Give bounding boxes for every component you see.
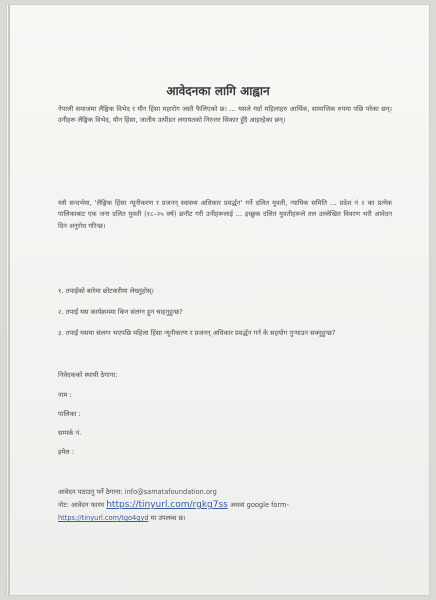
document-title: आवेदनका लागि आह्वान — [166, 84, 270, 98]
question-1: १. तपाईंको बारेमा छोटकरीमा लेख्नुहोस्। — [58, 287, 154, 295]
email-field-label: इमेल : — [58, 448, 74, 456]
question-3: ३. तपाईं यसमा संलग्न भएपछि महिला हिंसा न्यूनीकरण र प्रजनन् अधिकार प्रवर्द्धन गर्न के सहयोग पुऱ्याउन सक्नुहुन्छ? — [58, 329, 336, 337]
send-label: आवेदन पठाउनु पर्ने ठेगाना: — [58, 488, 123, 496]
questions-list — [58, 286, 392, 349]
form-link-1[interactable]: https://tinyurl.com/rgkg7ss — [106, 500, 228, 510]
document-page — [6, 4, 430, 596]
note-suffix: मा उपलब्ध छ। — [150, 514, 186, 522]
note-line-2 — [58, 512, 392, 525]
applicant-address-section — [58, 370, 392, 466]
form-link-2[interactable]: https://tinyurl.com/tgo4gyd — [58, 514, 149, 522]
note-prefix: नोट: आवेदन फारम — [58, 501, 105, 509]
municipality-field-label: पालिका : — [58, 410, 81, 418]
intro-paragraph: नेपाली समाजमा लैङ्गिक विभेद र यौन हिंसा महारोग जस्तै फैलिएको छ। … यसले गर्दा महिलाहरु आर्थिक, सामाजिक रुपमा पछि परेका छन्। उनीहरू लैङ्गिक विभेद, यौन हिंसा, जातीय उत्पीडन लगायतको निरन्तर सिकार हुँदै आइरहेका छन्। — [58, 105, 392, 125]
name-field-label: नाम : — [58, 391, 72, 399]
question-2: २. तपाईं यस कार्यक्रममा किन संलग्न हुन चाहनुहुन्छ? — [58, 308, 183, 316]
context-paragraph: यसै सन्दर्भमा, 'लैङ्गिक हिंसा न्यूनीकरण र प्रजनन् स्वास्थ्य अधिकार प्रवर्द्धन' गर्ने दलित युवती, न्यायिक समिति … प्रदेश नं २ का प्रत्येक पालिकाबाट एक जना दलित युवती (१८–२५ वर्ष) छनौट गरी उनीहरूलाई … इच्छुक दलित युवतीहरूले तल उल्लेखित विवरण भरी आवेदन दिन अनुरोध गरिन्छ। — [58, 199, 392, 230]
address-heading: निवेदकको स्थायी ठेगाना: — [58, 371, 118, 379]
submission-footer — [58, 486, 392, 525]
contact-field-label: सम्पर्क नं. — [58, 429, 82, 437]
send-email[interactable]: info@samatafoundation.org — [124, 488, 217, 496]
note-line — [58, 499, 392, 512]
note-middle: अथवा google form- — [229, 501, 289, 509]
send-address-line — [58, 486, 392, 499]
